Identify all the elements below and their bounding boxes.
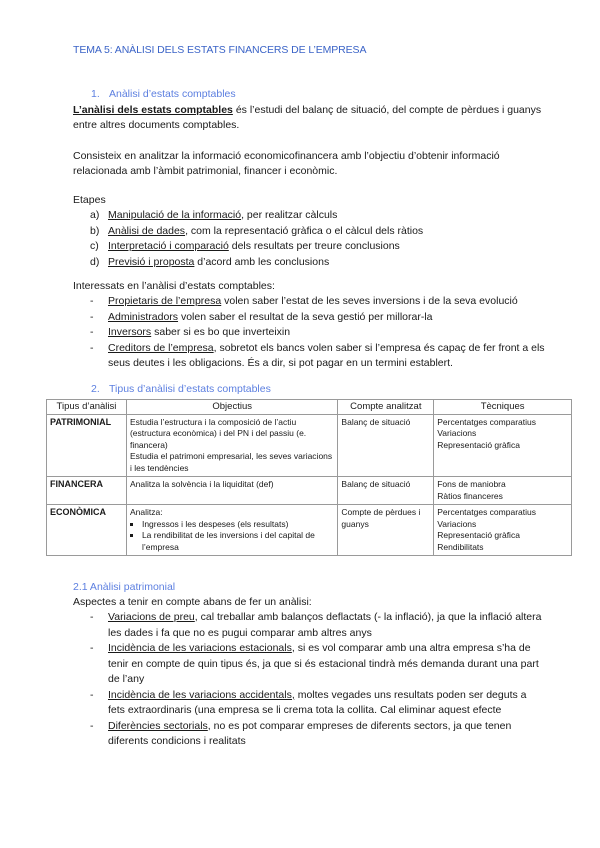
subsection-2-1-heading: 2.1 Anàlisi patrimonial — [73, 581, 176, 593]
list-item — [90, 641, 545, 688]
aspect-text: , no es pot comparar empreses de diferents sectors, ja que tenen diferents condicions i realitats — [108, 719, 512, 747]
column-header: Tipus d’anàlisi — [47, 400, 127, 415]
stage-text: dels resultats per treure conclusions — [228, 240, 400, 252]
account-cell: Compte de pèrdues i guanys — [338, 505, 434, 556]
technique-item: Representació gràfica — [437, 439, 520, 450]
stage-term: Manipulació de la informació — [108, 209, 242, 221]
list-marker: - — [90, 310, 94, 323]
analysis-types-table — [46, 399, 572, 556]
list-marker: - — [90, 341, 94, 354]
interested-term: Creditors de l’empresa — [108, 341, 214, 354]
list-marker: d) — [90, 255, 100, 268]
technique-item: Percentatges comparatius — [437, 416, 536, 427]
aspect-term: Incidència de les variacions estacionals — [108, 642, 292, 654]
bullet-item: ▪ Ingressos i les despeses (els resultats) — [142, 519, 334, 531]
intro-paragraph — [73, 103, 543, 133]
intro-bold-term: L’anàlisi dels estats comptables — [73, 104, 233, 116]
aspect-text: moltes vegades uns resultats poden ser deguts a fets extraordinaris (una empresa se li crema tota la collita. Cal eliminar aquest efecte — [108, 688, 527, 716]
stage-term: Anàlisi de dades — [108, 224, 186, 237]
list-item — [90, 719, 545, 750]
table-row — [47, 477, 572, 505]
column-header: Compte analitzat — [338, 400, 434, 415]
list-marker: b) — [90, 224, 100, 237]
stage-term: Interpretació i comparació — [108, 240, 229, 252]
document-title: TEMA 5: ANÀLISI DELS ESTATS FINANCERS DE L’EMPRESA — [73, 44, 367, 56]
list-marker: - — [90, 642, 94, 654]
interested-label: Interessats en l’anàlisi d’estats comptables: — [73, 280, 275, 292]
section-1-title: Anàlisi d’estats comptables — [109, 88, 236, 100]
list-item — [90, 341, 545, 372]
aspect-text: , cal treballar amb balanços deflactats (- la inflació), ja que la inflació altera les dades i fa que no es pugui comparar amb altres anys — [108, 611, 542, 639]
table-row — [47, 505, 572, 556]
table-row — [47, 414, 572, 477]
objectives-cell — [126, 505, 337, 556]
list-marker: - — [90, 326, 94, 338]
interested-list — [90, 294, 545, 372]
intro-text: és l’estudi del balanç de situació, del compte de pèrdues i guanys entre altres documents comptables. — [73, 104, 542, 131]
section-2-number: 2. — [91, 383, 100, 395]
aspect-term: Incidència de les variacions accidentals, — [108, 688, 295, 701]
list-item — [90, 224, 423, 240]
list-marker: c) — [90, 240, 99, 252]
interested-text: volen saber el resultat de la seva gestió per millorar-la — [178, 310, 433, 323]
technique-item: Representació gràfica — [437, 530, 520, 540]
section-1-heading — [91, 88, 236, 100]
technique-item: Percentatges comparatius — [437, 507, 536, 517]
technique-item: Rendibilitats — [437, 541, 484, 552]
account-cell: Balanç de situació — [338, 414, 434, 477]
list-item — [90, 208, 423, 224]
list-item — [90, 610, 545, 641]
list-marker: - — [90, 719, 94, 732]
interested-term: Administradors — [108, 310, 179, 323]
analysis-type-cell: ECONÒMICA — [47, 505, 127, 556]
table-header-row — [47, 400, 572, 415]
section-2-title: Tipus d’anàlisi d’estats comptables — [109, 383, 271, 395]
techniques-cell — [434, 414, 572, 477]
interested-text: , sobretot els bancs volen saber si l’empresa és capaç de fer front a els seus deutes i les obligacions. És a dir, si pot pagar en un termini establert. — [108, 341, 545, 369]
technique-item: Variacions — [437, 428, 477, 438]
stage-text: , com la representació gràfica o el càlcul dels ràtios — [185, 224, 424, 237]
account-cell: Balanç de situació — [338, 477, 434, 505]
stage-term: Previsió i proposta — [108, 255, 195, 268]
analysis-type-cell: PATRIMONIAL — [47, 414, 127, 477]
list-marker: - — [90, 295, 94, 307]
objective-paragraph: Consisteix en analitzar la informació economicofinancera amb l’objectiu d’obtenir informació relacionada amb l’àmbit patrimonial, financer i econòmic. — [73, 150, 500, 177]
aspects-list — [90, 610, 545, 750]
list-item — [90, 688, 545, 719]
interested-term: Propietaris de l’empresa — [108, 295, 222, 307]
objective-bullets — [130, 519, 334, 554]
stages-list — [90, 208, 423, 270]
stage-text: d’acord amb les conclusions — [194, 255, 330, 268]
objective-text: Analitza: — [129, 507, 163, 517]
stage-text: , per realitzar càlculs — [241, 209, 338, 221]
aspect-text: , si es vol comparar amb una altra empresa s’ha de tenir en compte de quin tipus és, ja que si és estacional tindrà més demanda durant una part de l’any — [108, 642, 539, 685]
analysis-type-cell: FINANCERA — [47, 477, 127, 505]
technique-item: Variacions — [437, 518, 477, 529]
bullet-item: ▪ La rendibilitat de les inversions i del capital de l’empresa — [142, 530, 334, 553]
interested-text: volen saber l’estat de les seves inversions i de la seva evolució — [221, 295, 518, 307]
list-item — [90, 255, 423, 271]
techniques-cell — [434, 505, 572, 556]
objective-text: Estudia el patrimoni empresarial, les seves variacions i les tendències — [129, 451, 333, 473]
aspects-label: Aspectes a tenir en compte abans de fer un anàlisi: — [73, 596, 312, 608]
stages-label: Etapes — [73, 194, 106, 206]
aspect-term: Diferències sectorials — [108, 719, 208, 732]
section-2-heading — [91, 383, 271, 395]
technique-item: Fons de maniobra — [437, 479, 506, 489]
objectives-cell — [126, 414, 337, 477]
aspect-term: Variacions de preu — [108, 611, 195, 623]
technique-item: Ràtios financeres — [437, 490, 503, 501]
list-item — [90, 294, 545, 310]
techniques-cell — [434, 477, 572, 505]
list-marker: - — [90, 611, 94, 623]
list-item — [90, 310, 545, 326]
list-item — [90, 325, 545, 341]
objectives-cell: Analitza la solvència i la liquiditat (def) — [126, 477, 337, 505]
list-marker: - — [90, 688, 94, 701]
column-header: Objectius — [126, 400, 337, 415]
section-1-number: 1. — [91, 88, 100, 100]
list-item — [90, 239, 423, 255]
objective-text: Estudia l’estructura i la composició de l’actiu (estructura econòmica) i del PN i del passiu (e. financera) — [129, 416, 307, 450]
list-marker: a) — [90, 209, 100, 221]
interested-text: saber si es bo que inverteixin — [151, 326, 291, 338]
column-header: Tècniques — [434, 400, 572, 415]
interested-term: Inversors — [108, 326, 152, 338]
